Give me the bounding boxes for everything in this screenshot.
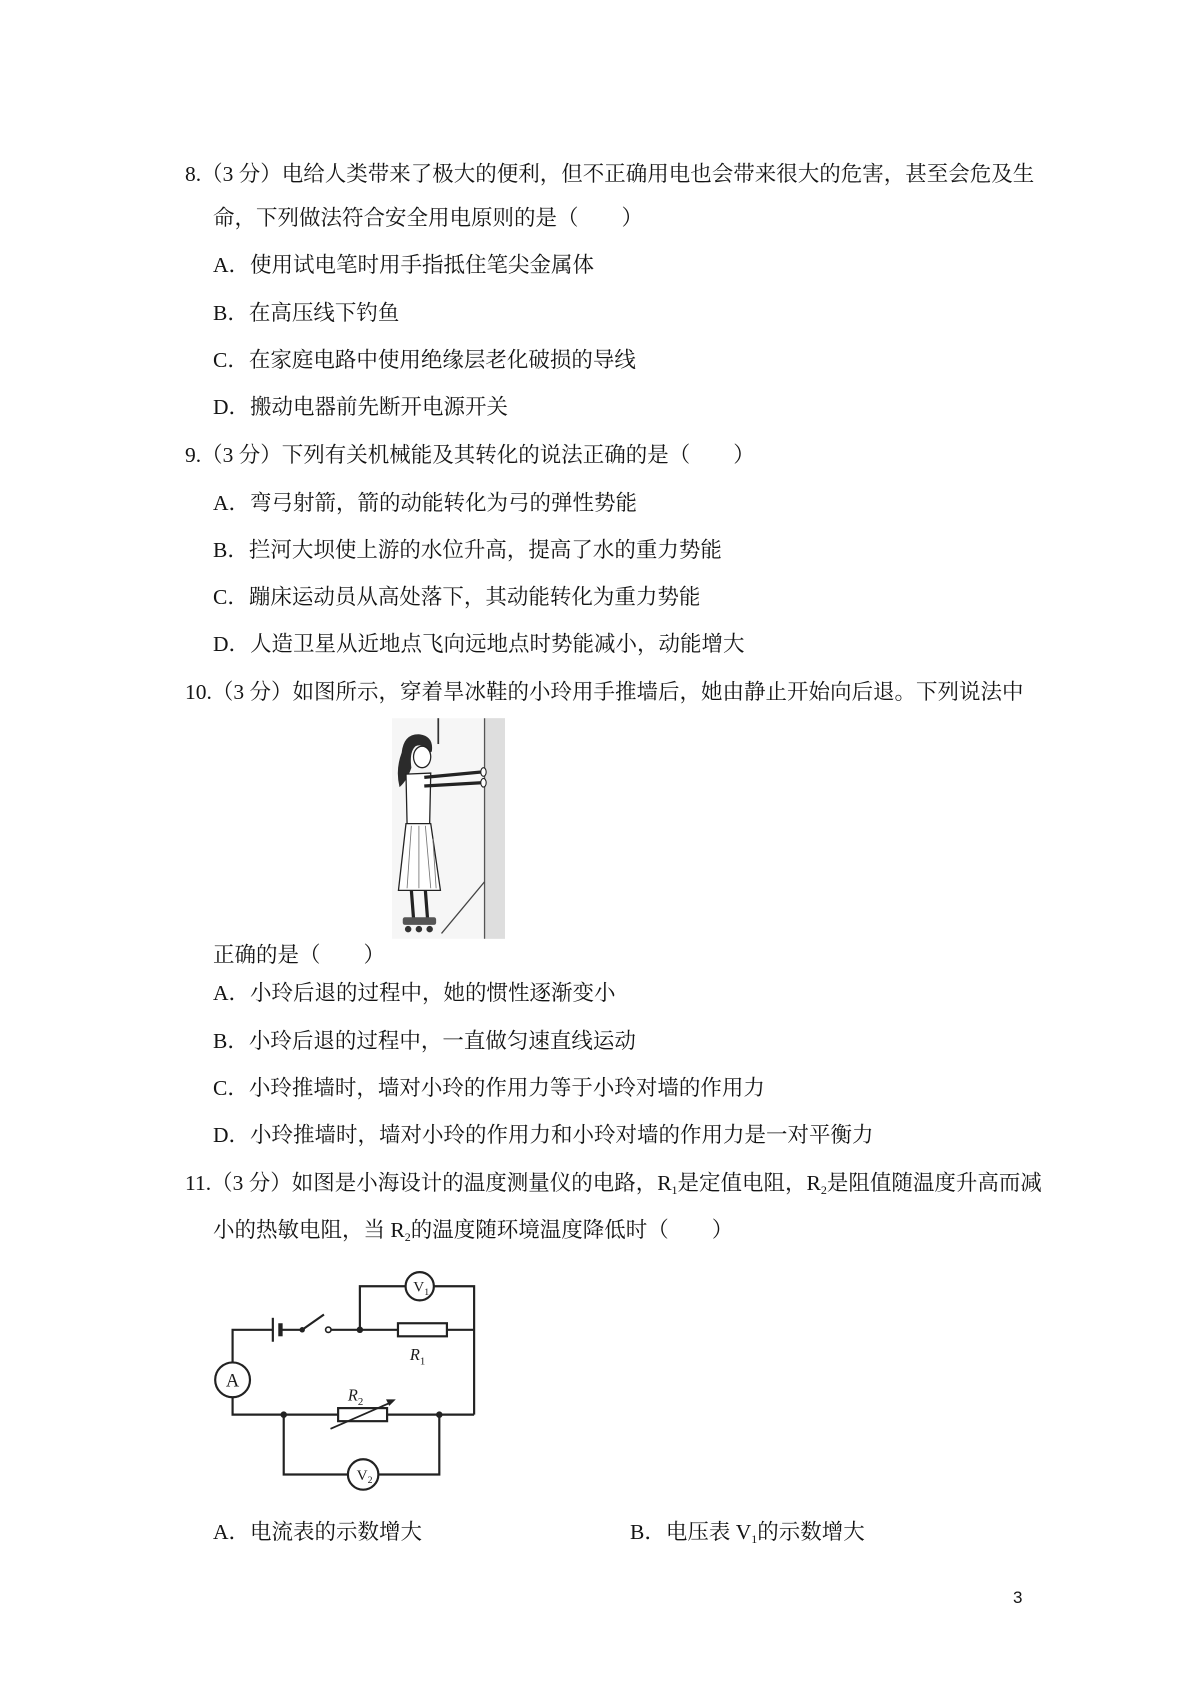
voltmeter-v2 xyxy=(348,1459,378,1489)
question-10-option-d: D．小玲推墙时，墙对小玲的作用力和小玲对墙的作用力是一对平衡力 xyxy=(213,1123,874,1147)
question-11-option-a: A．电流表的示数增大 xyxy=(213,1520,423,1544)
skating-girl-illustration xyxy=(392,718,505,939)
stem-text: 是阻值随温度升高而减 xyxy=(826,1171,1042,1195)
subscript: 2 xyxy=(820,1183,827,1197)
switch-contact xyxy=(326,1327,331,1332)
girl-hand xyxy=(481,778,486,787)
roller-skates xyxy=(403,917,436,925)
question-10-option-c: C．小玲推墙时，墙对小玲的作用力等于小玲对墙的作用力 xyxy=(213,1076,765,1100)
label-r1-subscript: 1 xyxy=(419,1355,426,1368)
question-9-option-d: D．人造卫星从近地点飞向远地点时势能减小，动能增大 xyxy=(213,632,745,656)
circuit-diagram xyxy=(213,1262,485,1502)
stem-text: 小的热敏电阻，当 R xyxy=(213,1218,405,1242)
voltmeter-v1-subscript: 1 xyxy=(424,1286,430,1298)
skate-wheel xyxy=(405,926,411,932)
stem-text: 的温度随环境温度降低时（ ） xyxy=(410,1218,734,1242)
question-10-option-a: A．小玲后退的过程中，她的惯性逐渐变小 xyxy=(213,981,616,1005)
girl-shirt xyxy=(406,773,431,824)
option-text: B．电压表 V xyxy=(630,1520,752,1544)
question-8-option-d: D．搬动电器前先断开电源开关 xyxy=(213,395,509,419)
voltmeter-v2-subscript: 2 xyxy=(367,1475,373,1487)
ammeter-label: A xyxy=(225,1370,240,1391)
question-9-option-c: C．蹦床运动员从高处落下，其动能转化为重力势能 xyxy=(213,585,701,609)
ammeter xyxy=(215,1362,250,1397)
circuit-wires xyxy=(233,1286,475,1474)
girl-hand xyxy=(481,768,486,777)
junction-dot xyxy=(280,1411,287,1418)
skate-wheel xyxy=(426,926,432,932)
label-r2-subscript: 2 xyxy=(357,1395,364,1408)
switch-symbol xyxy=(299,1315,331,1333)
wire xyxy=(284,1415,348,1475)
question-9-stem-line-1: 9.（3 分）下列有关机械能及其转化的说法正确的是（ ） xyxy=(185,443,755,467)
stem-text: 11.（3 分）如图是小海设计的温度测量仪的电路，R xyxy=(185,1171,672,1195)
battery-symbol xyxy=(273,1318,281,1342)
wire xyxy=(434,1286,474,1414)
wall xyxy=(485,718,505,939)
skate-wheel xyxy=(416,926,422,932)
switch-blade xyxy=(302,1315,324,1330)
question-8-stem-line-1: 8.（3 分）电给人类带来了极大的便利，但不正确用电也会带来很大的危害，甚至会危及生 xyxy=(185,162,1035,186)
voltmeter-v1-letter: V xyxy=(413,1278,425,1296)
label-r2 xyxy=(347,1385,363,1407)
voltmeter-v2-letter: V xyxy=(356,1466,368,1484)
question-11-stem-line-1 xyxy=(185,1168,1042,1198)
junction-dot xyxy=(357,1327,364,1334)
question-10-option-b: B．小玲后退的过程中，一直做匀速直线运动 xyxy=(213,1029,636,1053)
question-8-option-c: C．在家庭电路中使用绝缘层老化破损的导线 xyxy=(213,348,636,372)
label-r1-letter: R xyxy=(409,1345,420,1365)
question-10-stem-line-1: 10.（3 分）如图所示，穿着旱冰鞋的小玲用手推墙后，她由静止开始向后退。下列说法中 xyxy=(185,680,1024,704)
subscript: 2 xyxy=(404,1230,411,1244)
option-text: 的示数增大 xyxy=(757,1520,865,1544)
junction-dot xyxy=(436,1411,443,1418)
question-9-option-b: B．拦河大坝使上游的水位升高，提高了水的重力势能 xyxy=(213,538,722,562)
label-r1 xyxy=(409,1345,425,1367)
label-r2-letter: R xyxy=(347,1385,358,1405)
question-11-option-b xyxy=(630,1517,865,1547)
girl-face xyxy=(414,746,431,768)
question-8-option-a: A．使用试电笔时用手指抵住笔尖金属体 xyxy=(213,253,595,277)
subscript: 1 xyxy=(671,1183,678,1197)
resistor-r1 xyxy=(398,1323,447,1336)
wire xyxy=(378,1415,439,1475)
page-number: 3 xyxy=(1013,1588,1023,1607)
question-8-stem-line-2: 命，下列做法符合安全用电原则的是（ ） xyxy=(213,206,644,230)
question-8-option-b: B．在高压线下钓鱼 xyxy=(213,301,400,325)
question-10-stem-line-2: 正确的是（ ） xyxy=(213,943,386,967)
question-11-stem-line-2 xyxy=(213,1215,733,1245)
voltmeter-v1 xyxy=(406,1272,434,1300)
subscript: 1 xyxy=(751,1532,758,1546)
question-9-option-a: A．弯弓射箭，箭的动能转化为弓的弹性势能 xyxy=(213,491,638,515)
wire xyxy=(233,1330,273,1363)
stem-text: 是定值电阻，R xyxy=(677,1171,821,1195)
thermistor-arrowhead xyxy=(386,1399,396,1406)
